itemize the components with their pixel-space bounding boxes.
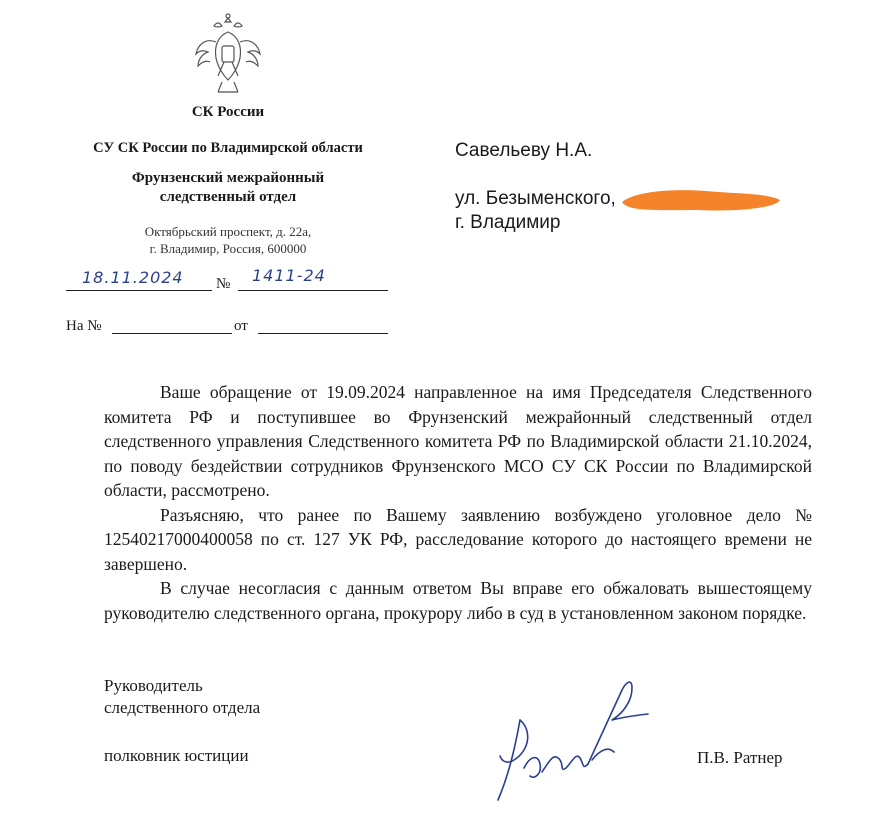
body-paragraph-2: Разъясняю, что ранее по Вашему заявлению возбуждено уголовное дело № 12540217000400058 по ст. 127 УК РФ, расследование которого до настоящего времени не завершено. [104, 504, 812, 574]
ref-from-label: от [234, 318, 248, 334]
signer-title-line1: Руководитель [104, 676, 203, 695]
recipient-street: ул. Безыменского, [455, 188, 616, 209]
address-line2: г. Владимир, Россия, 600000 [149, 241, 307, 256]
ref-number-line [112, 333, 232, 334]
address-redaction [618, 186, 784, 214]
date-line [66, 290, 212, 291]
body-paragraph-3: В случае несогласия с данным ответом Вы вправе его обжаловать вышестоящему руководителю следственного органа, прокурору либо в суд в установленном законом порядке. [104, 578, 812, 623]
unit-name-line2: следственный отдел [159, 189, 297, 205]
recipient-name: Савельеву Н.А. [455, 140, 593, 161]
recipient-city: г. Владимир [455, 212, 561, 233]
handwritten-date: 18.11.2024 [82, 268, 184, 287]
handwritten-signature [480, 672, 660, 808]
signer-title-line2: следственного отдела [104, 698, 261, 717]
handwritten-number: 1411-24 [252, 266, 326, 285]
number-label: № [216, 276, 231, 292]
ref-number-label: На № [66, 318, 102, 334]
address-line1: Октябрьский проспект, д. 22а, [144, 224, 312, 239]
body-paragraph-1: Ваше обращение от 19.09.2024 направленное на имя Председателя Следственного комитета РФ и поступившее во Фрунзенский межрайонный следственный отдел следственного управления Следственного комитета РФ по Владимирской области 21.10.2024, по поводу бездействии сотрудников Фрунзенского МСО СУ СК России по Владимирской области, рассмотрено. [104, 382, 812, 500]
ref-date-line [258, 333, 388, 334]
number-line [238, 290, 388, 291]
letter-body [104, 380, 812, 625]
signer-name: П.В. Ратнер [697, 748, 783, 767]
coat-of-arms-emblem [192, 12, 264, 98]
agency-name: СК России [191, 104, 265, 120]
unit-name-line1: Фрунзенский межрайонный [131, 170, 325, 186]
signer-rank: полковник юстиции [104, 746, 249, 765]
department-name: СУ СК России по Владимирской области [93, 140, 363, 156]
